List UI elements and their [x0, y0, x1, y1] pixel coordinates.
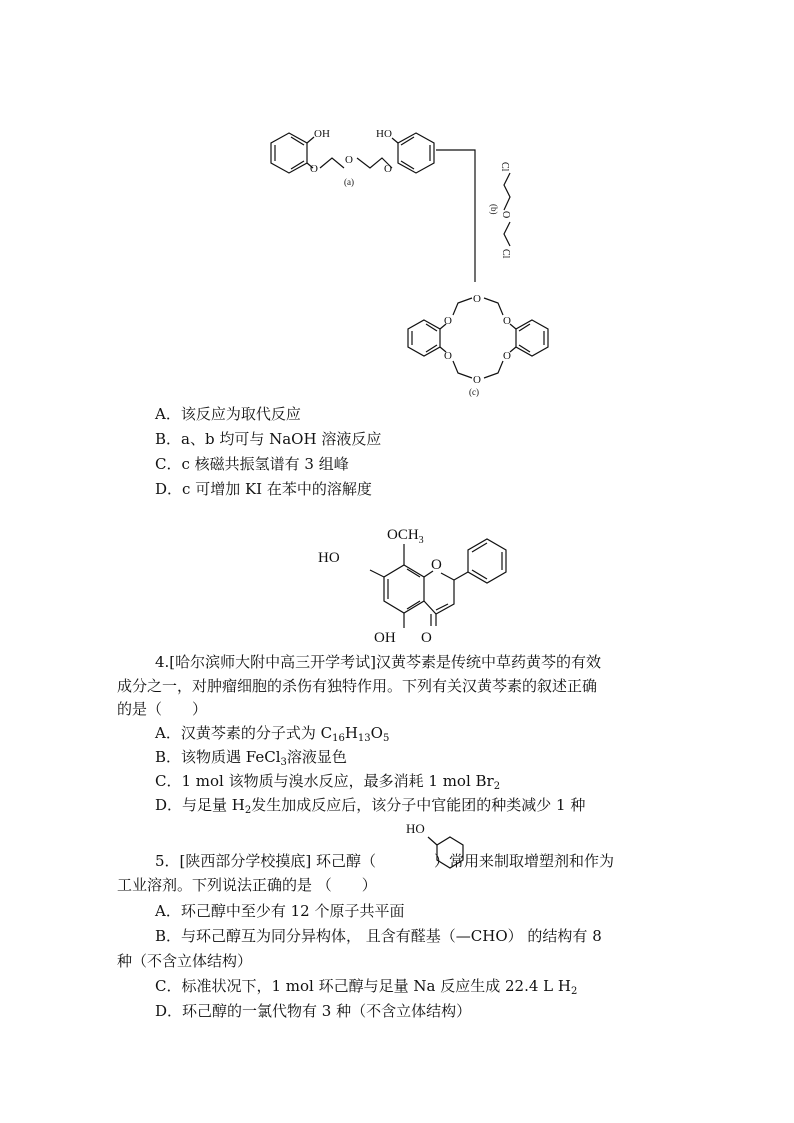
mol-b-cl-bottom: Cl	[500, 249, 511, 259]
mol-c-o1: O	[444, 315, 452, 327]
mol-a-o1: O	[310, 163, 318, 175]
cyclohexanol-figure	[400, 815, 480, 875]
reaction-scheme-figure	[0, 0, 794, 400]
q5-option-b: B．与环己醇互为同分异构体， 且含有醛基（—CHO） 的结构有 8	[155, 927, 602, 945]
q3-option-a: A．该反应为取代反应	[155, 405, 301, 423]
mol-a-oh-left: OH	[314, 128, 330, 140]
flavone-och3: $OCH_3$	[387, 527, 424, 546]
q3-option-c: C．c 核磁共振氢谱有 3 组峰	[155, 455, 349, 473]
cyclohexanol-ho: HO	[406, 821, 425, 836]
mol-b-cl-top: Cl	[499, 162, 510, 172]
q4-stem-line-1: 4.[哈尔滨师大附中高三开学考试]汉黄芩素是传统中草药黄芩的有效	[155, 653, 602, 671]
q4-option-b: B．该物质遇 FeCl$_3$溶液显色	[155, 748, 347, 768]
q4-stem-line-2: 成分之一，对肿瘤细胞的杀伤有独特作用。下列有关汉黄芩素的叙述正确	[117, 677, 598, 695]
mol-c-o5: O	[473, 374, 481, 386]
q5-option-b-continued: 种（不含立体结构）	[117, 952, 253, 970]
mol-a-o4: O	[384, 163, 392, 175]
mol-a-label: (a)	[344, 177, 354, 187]
mol-a-oh-right: HO	[376, 128, 392, 140]
mol-b-o: O	[500, 211, 511, 219]
q4-option-d: D．与足量 $H_2$发生加成反应后，该分子中官能团的种类减少 1 种	[155, 796, 586, 816]
flavone-ring-o: O	[431, 557, 442, 573]
mol-c-o4: O	[444, 350, 452, 362]
q3-option-d: D．c 可增加 KI 在苯中的溶解度	[155, 480, 372, 498]
q3-option-b: B．a、b 均可与 NaOH 溶液反应	[155, 430, 382, 448]
q4-option-c: C．1 mol 该物质与溴水反应，最多消耗 1 mol $Br_2$	[155, 772, 501, 792]
q5-stem-line-2: 工业溶剂。下列说法正确的是 （ ）	[117, 876, 377, 894]
mol-c-o6: O	[503, 350, 511, 362]
mol-c-label: (c)	[469, 387, 479, 397]
mol-c-o2: O	[473, 293, 481, 305]
q4-stem-line-3: 的是（ ）	[117, 700, 208, 718]
mol-a-o2: O	[345, 154, 353, 166]
q4-option-a: A．汉黄芩素的分子式为 $C_{16}H_{13}O_5$	[155, 724, 390, 744]
flavone-oh-bottom: OH	[374, 630, 396, 646]
q5-option-c: C．标准状况下，1 mol 环己醇与足量 Na 反应生成 22.4 L $H_2$	[155, 977, 578, 997]
flavone-carbonyl-o: O	[421, 630, 432, 646]
q5-stem-line-1: 5．[陕西部分学校摸底] 环己醇（ ）常用来制取增塑剂和作为	[155, 850, 614, 873]
flavone-ho-left: HO	[318, 550, 340, 566]
mol-b-label: (b)	[489, 204, 499, 215]
flavone-structure-figure	[300, 520, 530, 650]
q5-option-d: D．环己醇的一氯代物有 3 种（不含立体结构）	[155, 1002, 472, 1020]
mol-c-o3: O	[503, 315, 511, 327]
q5-option-a: A．环己醇中至少有 12 个原子共平面	[155, 902, 405, 920]
